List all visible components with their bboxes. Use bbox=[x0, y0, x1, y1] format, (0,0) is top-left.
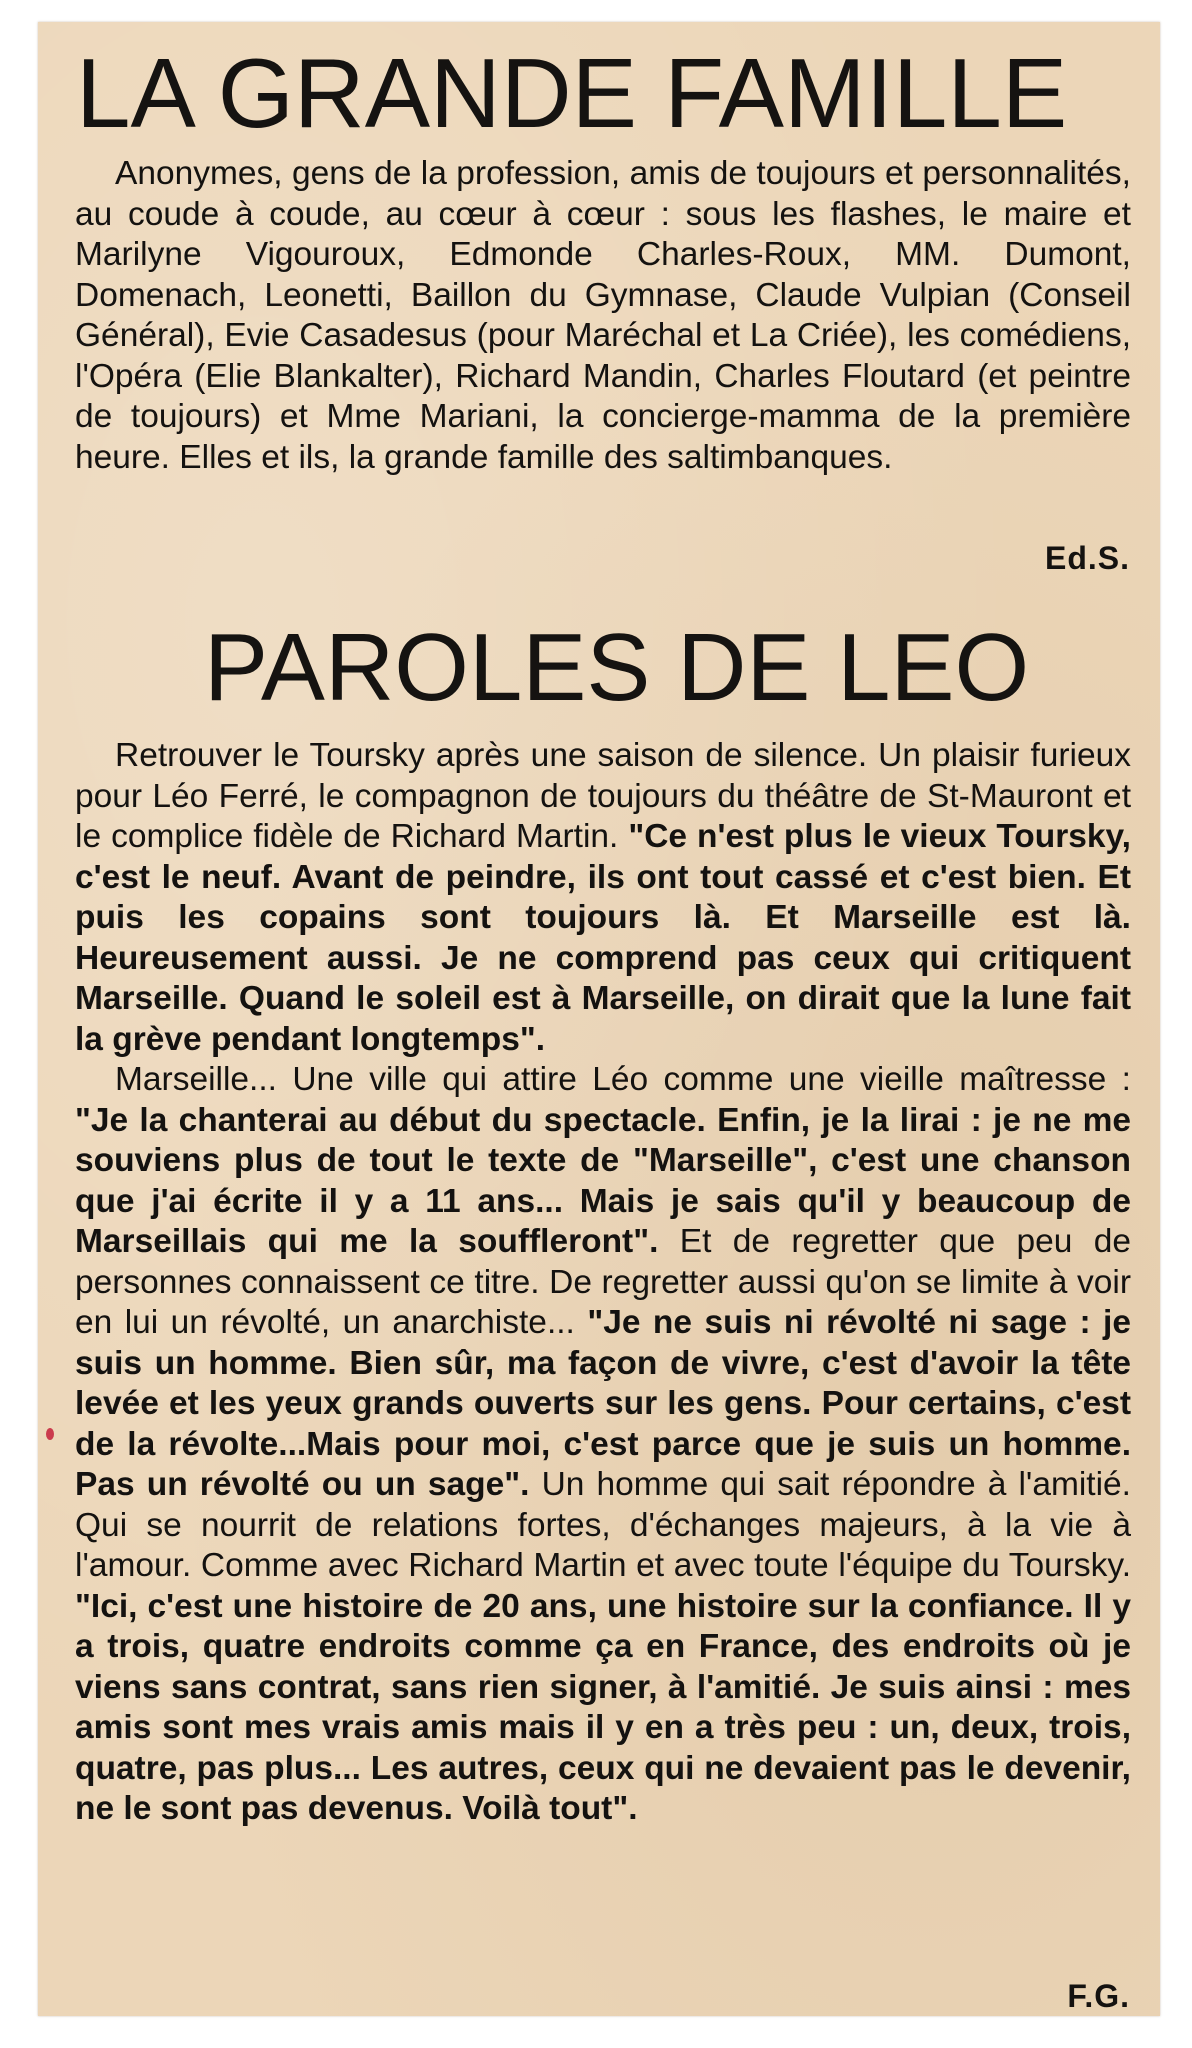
article-paragraph: Anonymes, gens de la profession, amis de toujours et personnalités, au coude à coude, au cœur à cœur : sous les flashes, le maire et Marilyne Vigouroux, Edmonde Charles-Roux, MM. Dumont, Domenach, Leonetti, Baillon du Gymnase, Claude Vulpian (Conseil Général), Evie Casadesus (pour Maréchal et La Criée), les comédiens, l'Opéra (Elie Blankalter), Richard Mandin, Charles Floutard (et peintre de toujours) et Mme Mariani, la concierge-mamma de la première heure. Elles et ils, la grande famille des saltimbanques. bbox=[75, 155, 1131, 476]
signature-ed-s: Ed.S. bbox=[1044, 540, 1130, 576]
quote-text: "Je ne suis ni révolté ni sage : je suis un homme. Bien sûr, ma façon de vivre, c'est d'avoir la tête levée et les yeux grands ouverts sur les gens. Pour certains, c'est de la révolte...Mais pour moi, c'est parce que je suis un homme. Pas un révolté ou un sage". bbox=[75, 1304, 1131, 1503]
narrative-text: Retrouver le Toursky après une saison de silence. Un plaisir furieux pour Léo Ferré, le compagnon de toujours du théâtre de St-Mauront et le complice fidèle de Richard Martin. bbox=[75, 737, 1131, 855]
signature-f-g: F.G. bbox=[1067, 1978, 1130, 2014]
quote-text: "Je la chanterai au début du spectacle. Enfin, je la lirai : je ne me souviens plus de tout le texte de "Marseille", c'est une chanson que j'ai écrite il y a 11 ans... Mais je sais qu'il y beaucoup de Marseillais qui me la souffleront". bbox=[75, 1101, 1131, 1260]
narrative-text: Un homme qui sait répondre à l'amitié. Qui se nourrit de relations fortes, d'échanges majeurs, à la vie à l'amour. Comme avec Richard Martin et avec toute l'équipe du Toursky. bbox=[75, 1466, 1131, 1584]
newspaper-clipping bbox=[38, 22, 1160, 2016]
narrative-text: Et de regretter que peu de personnes connaissent ce titre. De regretter aussi qu'on se limite à voir en lui un révolté, un anarchiste... bbox=[75, 1223, 1131, 1341]
quote-text: "Ce n'est plus le vieux Toursky, c'est le neuf. Avant de peindre, ils ont tout cassé et c'est bien. Et puis les copains sont toujours là. Et Marseille est là. Heureusement aussi. Je ne comprend pas ceux qui critiquent Marseille. Quand le soleil est à Marseille, on dirait que la lune fait la grève pendant longtemps". bbox=[75, 818, 1131, 1058]
red-ink-spot bbox=[46, 1428, 54, 1440]
article-la-grande-famille-body bbox=[75, 154, 1131, 478]
headline-la-grande-famille: LA GRANDE FAMILLE bbox=[76, 38, 1068, 148]
quote-text: "Ici, c'est une histoire de 20 ans, une histoire sur la confiance. Il y a trois, quatre endroits comme ça en France, des endroits où je viens sans contrat, sans rien signer, à l'amitié. Je suis ainsi : mes amis sont mes vrais amis mais il y en a très peu : un, deux, trois, quatre, pas plus... Les autres, ceux qui ne devaient pas le devenir, ne le sont pas devenus. Voilà tout". bbox=[75, 1587, 1131, 1827]
narrative-text: Marseille... Une ville qui attire Léo comme une vieille maîtresse : bbox=[115, 1061, 1131, 1098]
article-paragraph-1 bbox=[75, 736, 1131, 1060]
article-paragraph-2 bbox=[75, 1060, 1131, 1830]
headline-paroles-de-leo: PAROLES DE LEO bbox=[204, 614, 1030, 721]
article-paroles-de-leo-body bbox=[75, 736, 1131, 1830]
